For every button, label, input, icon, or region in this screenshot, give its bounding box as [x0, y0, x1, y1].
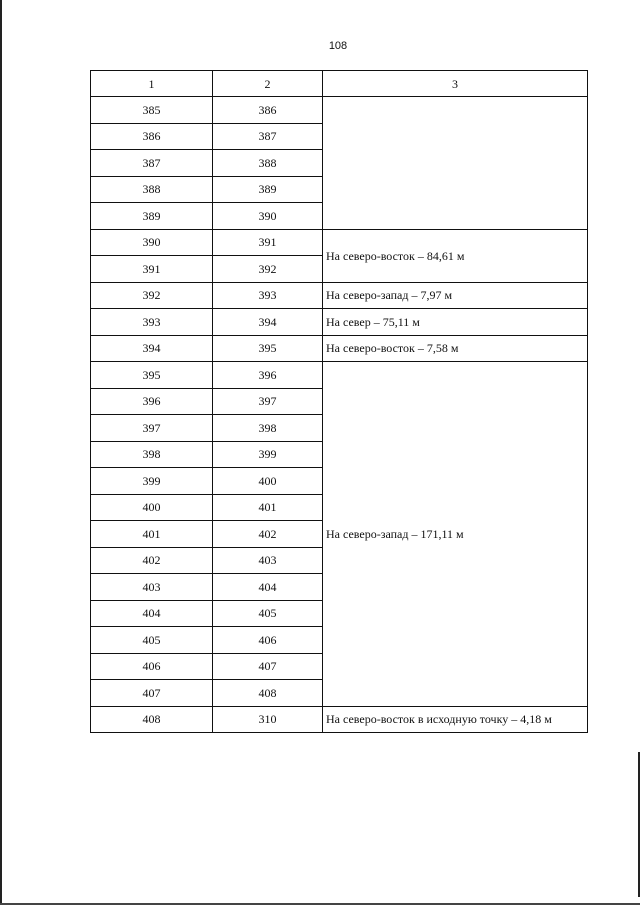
- from-point-cell: 398: [91, 441, 213, 468]
- from-point-cell: 403: [91, 574, 213, 601]
- to-point-cell: 393: [213, 282, 323, 309]
- to-point-cell: 387: [213, 123, 323, 150]
- from-point-cell: 396: [91, 388, 213, 415]
- from-point-cell: 407: [91, 680, 213, 707]
- to-point-cell: 406: [213, 627, 323, 654]
- from-point-cell: 405: [91, 627, 213, 654]
- direction-cell: На северо-восток – 7,58 м: [323, 335, 588, 362]
- from-point-cell: 408: [91, 706, 213, 733]
- to-point-cell: 404: [213, 574, 323, 601]
- from-point-cell: 400: [91, 494, 213, 521]
- from-point-cell: 392: [91, 282, 213, 309]
- column-header-3: 3: [323, 71, 588, 97]
- to-point-cell: 386: [213, 97, 323, 124]
- to-point-cell: 391: [213, 229, 323, 256]
- from-point-cell: 402: [91, 547, 213, 574]
- from-point-cell: 389: [91, 203, 213, 230]
- to-point-cell: 405: [213, 600, 323, 627]
- table-row: [91, 335, 588, 362]
- table-row: [91, 229, 588, 256]
- to-point-cell: 402: [213, 521, 323, 548]
- to-point-cell: 394: [213, 309, 323, 336]
- from-point-cell: 406: [91, 653, 213, 680]
- direction-cell: На северо-восток – 84,61 м: [323, 229, 588, 282]
- from-point-cell: 394: [91, 335, 213, 362]
- to-point-cell: 396: [213, 362, 323, 389]
- page-number: 108: [328, 40, 348, 52]
- table-header-row: [91, 71, 588, 97]
- from-point-cell: 393: [91, 309, 213, 336]
- to-point-cell: 390: [213, 203, 323, 230]
- to-point-cell: 401: [213, 494, 323, 521]
- from-point-cell: 391: [91, 256, 213, 283]
- table-row: [91, 362, 588, 389]
- from-point-cell: 386: [91, 123, 213, 150]
- table-row: [91, 282, 588, 309]
- from-point-cell: 397: [91, 415, 213, 442]
- table-row: [91, 97, 588, 124]
- to-point-cell: 395: [213, 335, 323, 362]
- to-point-cell: 388: [213, 150, 323, 177]
- to-point-cell: 408: [213, 680, 323, 707]
- from-point-cell: 388: [91, 176, 213, 203]
- to-point-cell: 398: [213, 415, 323, 442]
- to-point-cell: 392: [213, 256, 323, 283]
- direction-cell: На северо-запад – 7,97 м: [323, 282, 588, 309]
- direction-cell: [323, 97, 588, 230]
- to-point-cell: 397: [213, 388, 323, 415]
- from-point-cell: 404: [91, 600, 213, 627]
- boundary-table: [90, 70, 588, 733]
- to-point-cell: 407: [213, 653, 323, 680]
- table-row: [91, 706, 588, 733]
- to-point-cell: 399: [213, 441, 323, 468]
- direction-cell: На северо-восток в исходную точку – 4,18 м: [323, 706, 588, 733]
- to-point-cell: 389: [213, 176, 323, 203]
- from-point-cell: 401: [91, 521, 213, 548]
- from-point-cell: 399: [91, 468, 213, 495]
- column-header-1: 1: [91, 71, 213, 97]
- from-point-cell: 395: [91, 362, 213, 389]
- from-point-cell: 387: [91, 150, 213, 177]
- from-point-cell: 385: [91, 97, 213, 124]
- column-header-2: 2: [213, 71, 323, 97]
- direction-cell: На северо-запад – 171,11 м: [323, 362, 588, 707]
- table-row: [91, 309, 588, 336]
- to-point-cell: 403: [213, 547, 323, 574]
- direction-cell: На север – 75,11 м: [323, 309, 588, 336]
- from-point-cell: 390: [91, 229, 213, 256]
- to-point-cell: 400: [213, 468, 323, 495]
- to-point-cell: 310: [213, 706, 323, 733]
- scan-edge-left: [0, 0, 2, 905]
